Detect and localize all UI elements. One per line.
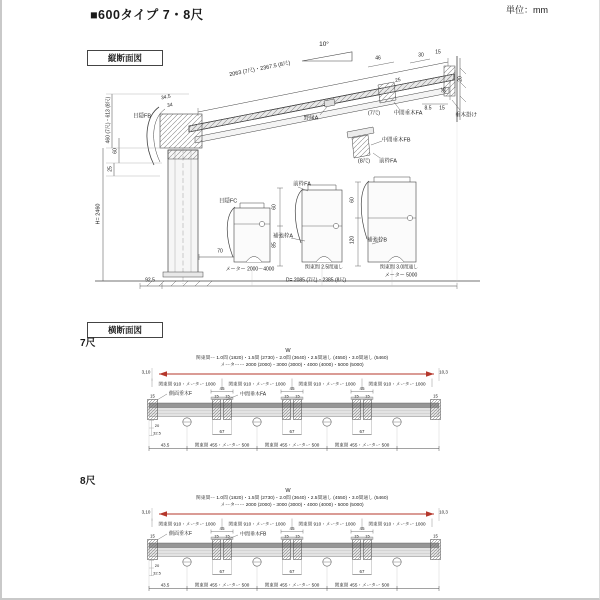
width-label: W: [285, 348, 291, 354]
dim-label: 34: [166, 102, 174, 109]
svg-text:関東間 910・メーター 1000: 関東間 910・メーター 1000: [368, 521, 426, 527]
dim-label: 補強枠B: [366, 237, 388, 244]
span-options-line2: メーターー 2000 (2000)・3000 (3000)・4000 (4000)・5000 (5000): [220, 363, 364, 368]
module-dim: 関東間 910・メーター 1000: [368, 381, 426, 387]
profile-mekakushi-fc: [227, 203, 270, 262]
dim-label: 野縁A: [303, 115, 319, 122]
vertical-section-drawing: [95, 49, 480, 289]
dim-67: 67: [219, 569, 225, 574]
span-options-line2: メーターー 2000 (2000)・3000 (3000)・4000 (4000)・5000 (5000): [220, 503, 364, 508]
dim-label: メーター 5000: [384, 272, 418, 279]
dim-label: H= 2460: [95, 203, 102, 225]
svg-text:関東間 455・メーター 500: 関東間 455・メーター 500: [264, 442, 320, 448]
dim-label: 60: [349, 197, 356, 203]
dim-label: D= 2085 (7尺)・2385 (8尺): [285, 277, 347, 284]
dim-label: 20: [457, 76, 464, 82]
svg-text:67: 67: [289, 429, 295, 434]
svg-text:関東間 455・メーター 500: 関東間 455・メーター 500: [264, 582, 320, 588]
dim-label: 前枠FA: [379, 158, 397, 165]
dim-label: 関東間 2.5間通し: [304, 264, 344, 271]
svg-text:15: 15: [225, 533, 230, 539]
dim-label: 中間垂木FB: [381, 137, 411, 144]
dim-label: 補強枠A: [272, 233, 294, 240]
svg-text:15: 15: [295, 393, 300, 399]
svg-text:15: 15: [284, 533, 289, 539]
dim-label: 中間垂木FA: [393, 110, 423, 117]
left-end-dims: 3,10: [141, 509, 151, 515]
svg-text:15: 15: [354, 393, 359, 399]
mid-rafter-label: 中間垂木FB: [240, 531, 267, 538]
dim-label: 30: [418, 52, 424, 59]
dim-label: (8尺): [357, 158, 371, 165]
dim-label: 92.5: [145, 277, 155, 284]
dim-20: 20: [154, 423, 160, 428]
dim-label: (7尺): [367, 110, 381, 117]
rafter-hanger: [441, 66, 455, 96]
post-base: [163, 272, 203, 277]
svg-text:関東間 910・メーター 1000: 関東間 910・メーター 1000: [298, 521, 356, 527]
roof-under-member: [195, 87, 449, 143]
edge-rafter-label: 側面垂木F: [169, 391, 193, 397]
svg-text:15: 15: [433, 533, 438, 539]
module-dim: 関東間 910・メーター 1000: [228, 381, 286, 387]
module-dim: 関東間 910・メーター 1000: [298, 381, 356, 387]
span-options-line1: 関東間ー 1.0間 (1820)・1.5間 (2730)・2.0間 (3640)・2.5間通し (4550)・3.0間通し (5460): [195, 356, 389, 361]
svg-text:15: 15: [365, 393, 370, 399]
dim-label: 60: [112, 148, 119, 154]
cross-section-7-title: 7尺: [80, 338, 96, 349]
dim-label: 8.5: [424, 105, 432, 112]
dim-20: 20: [154, 563, 160, 568]
mid-rafter-label: 中間垂木FA: [240, 391, 267, 398]
cross-section-title-box: 横断面図: [87, 322, 163, 338]
module-dim: 関東間 910・メーター 1000: [158, 521, 216, 527]
right-end-dims: 10,3: [439, 509, 448, 515]
width-label: W: [285, 488, 291, 494]
dim-15: 15: [433, 393, 438, 399]
dim-label: 2063 (7尺)・2367.5 (8尺): [228, 60, 291, 79]
bay-dim: 関東間 455・メーター 500: [194, 442, 250, 448]
svg-text:15: 15: [214, 393, 219, 399]
mid-rafter-fa-detail: [378, 82, 396, 103]
dim-label: 25: [394, 77, 402, 84]
dim-label: 34.5: [160, 93, 172, 102]
cross-section-8-drawing: [142, 488, 449, 589]
unit-label: 単位：mm: [506, 5, 548, 15]
dim-label: 前枠FA: [293, 181, 311, 188]
svg-text:15: 15: [284, 393, 289, 399]
edge-rafter-label: 側面垂木F: [169, 531, 193, 537]
dim-32-5: 32.5: [153, 430, 161, 436]
front-beam: [160, 114, 202, 148]
dim-label: 15: [439, 105, 445, 112]
svg-text:67: 67: [359, 429, 365, 434]
dim-label: 10°: [319, 40, 329, 48]
svg-text:関東間 455・メーター 500: 関東間 455・メーター 500: [334, 582, 390, 588]
dim-label: 70: [217, 248, 223, 255]
dim-label: 60: [271, 204, 278, 210]
svg-text:15: 15: [295, 533, 300, 539]
svg-text:関東間 910・メーター 1000: 関東間 910・メーター 1000: [228, 521, 286, 527]
dim-label: 垂木掛け: [454, 112, 478, 119]
span-options-line1: 関東間ー 1.0間 (1820)・1.5間 (2730)・2.0間 (3640)・2.5間通し (4550)・3.0間通し (5460): [195, 496, 389, 501]
svg-text:15: 15: [225, 393, 230, 399]
dim-32-5: 32.5: [153, 570, 161, 576]
bay-dim: 関東間 455・メーター 500: [194, 582, 250, 588]
svg-text:関東間 455・メーター 500: 関東間 455・メーター 500: [334, 442, 390, 448]
dim-label: 目隠FB: [132, 113, 152, 120]
left-end-dims: 3,10: [141, 369, 151, 375]
page-title: ■600タイプ 7・8尺: [90, 8, 204, 22]
profile-maewaku-fa: [291, 185, 342, 262]
mid-rafter-fb-detail: [352, 135, 370, 158]
dim-label: 85: [271, 242, 278, 248]
right-end-dims: 10,3: [439, 369, 448, 375]
svg-text:67: 67: [289, 569, 295, 574]
dim-67: 67: [219, 429, 225, 434]
dim-15: 15: [150, 533, 155, 539]
cross-section-7-drawing: [142, 348, 449, 449]
dim-label: 目隠FC: [218, 198, 238, 205]
roof-angle-wedge: [302, 52, 352, 61]
dim-43-5: 43.5: [160, 442, 170, 448]
svg-text:67: 67: [359, 569, 365, 574]
dim-label: メーター 2000～4000: [225, 266, 275, 273]
svg-text:15: 15: [365, 533, 370, 539]
cross-section-8-title: 8尺: [80, 476, 96, 487]
dim-45: 45: [219, 386, 225, 391]
dim-15: 15: [150, 393, 155, 399]
dim-45: 45: [219, 526, 225, 531]
profile-hokyowaku-b: [361, 177, 416, 262]
dim-43-5: 43.5: [160, 582, 170, 588]
svg-text:45: 45: [359, 526, 365, 531]
svg-text:45: 45: [289, 386, 295, 391]
dim-label: 15: [435, 49, 441, 56]
svg-text:15: 15: [214, 533, 219, 539]
svg-text:45: 45: [359, 386, 365, 391]
dim-label: 120: [349, 235, 356, 245]
vertical-section-title-box: 縦断面図: [87, 50, 163, 66]
module-dim: 関東間 910・メーター 1000: [158, 381, 216, 387]
dim-label: 関東間 3.0間通し: [379, 264, 419, 271]
dim-label: 46: [375, 55, 381, 62]
dim-label: 460 (7尺)・613 (8尺): [105, 96, 112, 144]
drawing-canvas: [2, 0, 600, 600]
dim-label: 35: [441, 87, 448, 93]
svg-text:15: 15: [354, 533, 359, 539]
front-screen-curve: [147, 107, 159, 165]
svg-text:45: 45: [289, 526, 295, 531]
dim-label: 25: [107, 166, 114, 172]
